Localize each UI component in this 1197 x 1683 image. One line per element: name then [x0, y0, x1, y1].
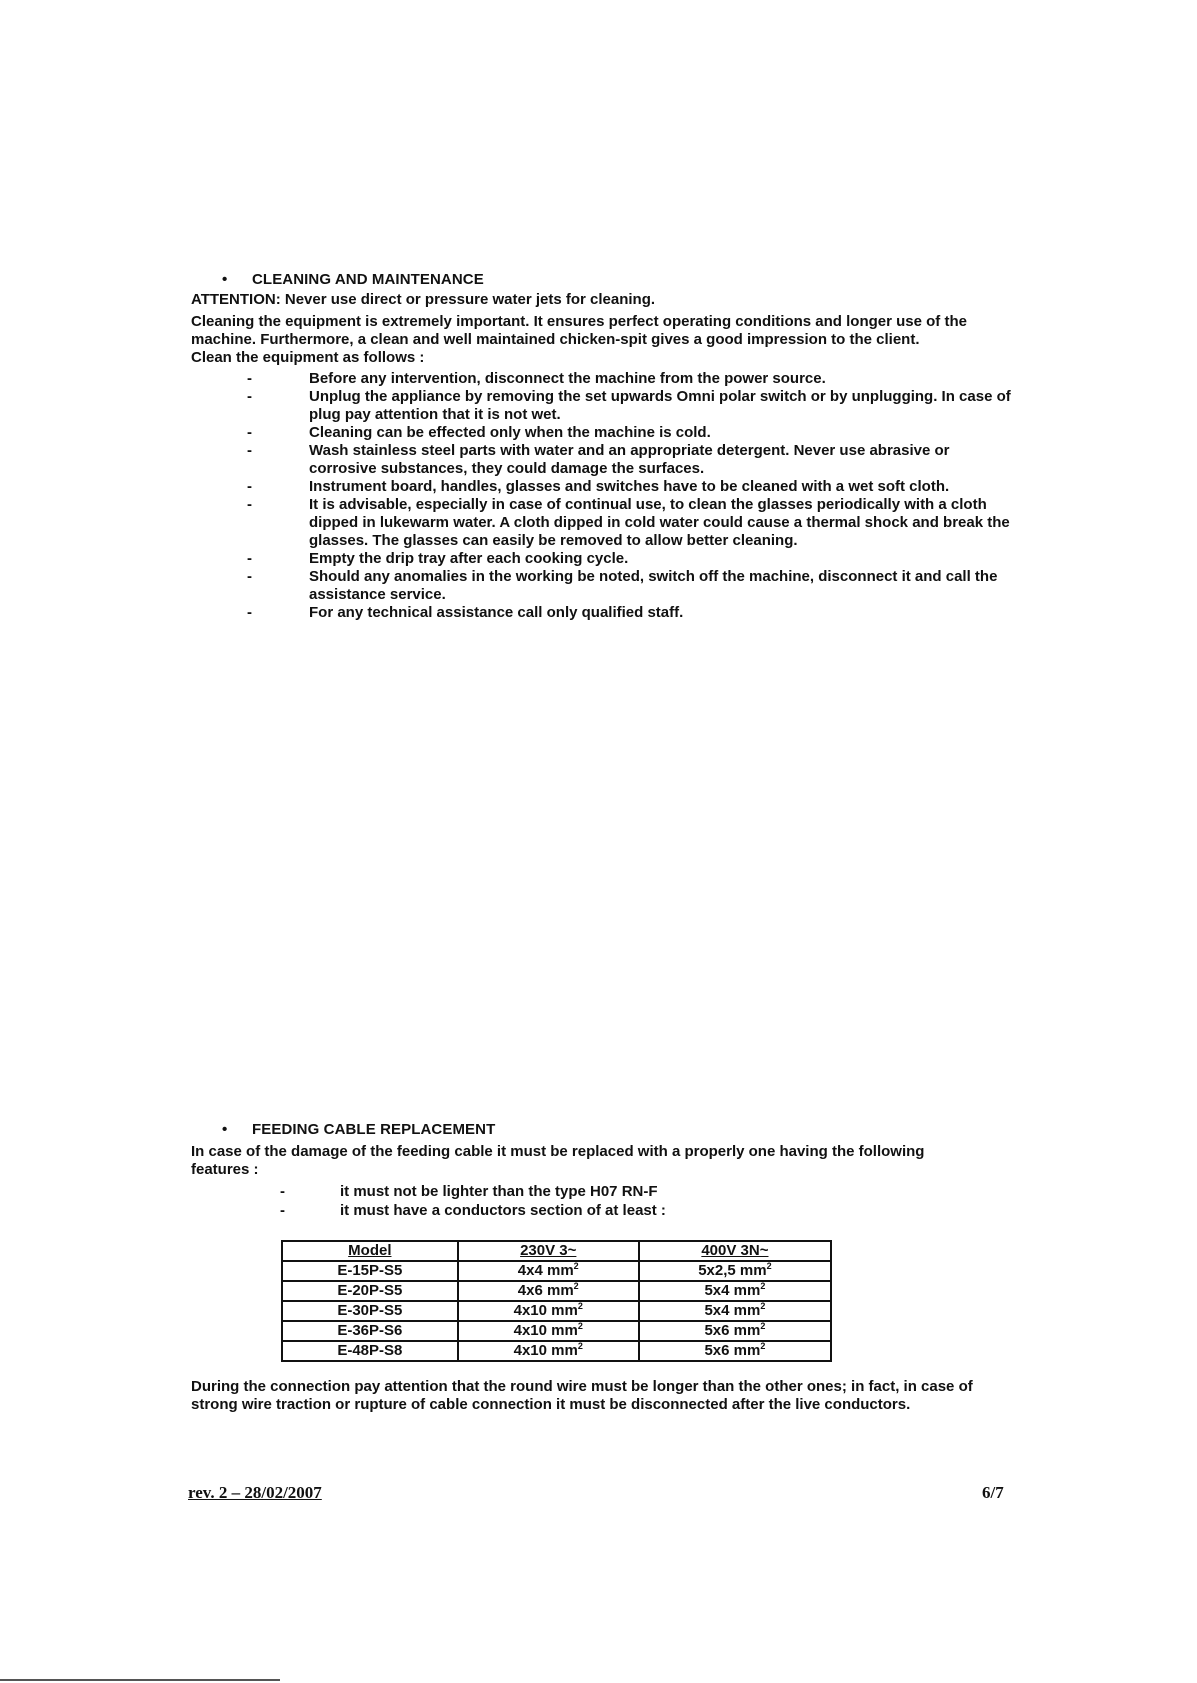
table-cell [282, 1341, 458, 1361]
table-header-cell: Model [282, 1241, 458, 1261]
cleaning-lead: Clean the equipment as follows : [191, 349, 425, 366]
cleaning-title-text: CLEANING AND MAINTENANCE [252, 271, 484, 288]
cell-text: 5x2,5 mm [698, 1262, 767, 1279]
list-item-text: It is advisable, especially in case of continual use, to clean the glasses periodically with a cloth dipped in lukewarm water. A cloth dipped in cold water could cause a thermal shock and break the glasses. The glasses can easily be removed to allow better cleaning. [309, 496, 1010, 549]
connection-note: During the connection pay attention that the round wire must be longer than the other ones; in fact, in case of strong wire traction or rupture of cable connection it must be disconnected after the live conductors. [191, 1378, 973, 1413]
cable-title-text: FEEDING CABLE REPLACEMENT [252, 1121, 496, 1138]
cell-text: E-15P-S5 [337, 1262, 403, 1279]
table-cell [282, 1321, 458, 1341]
unit-superscript: 2 [577, 1321, 583, 1331]
cable-intro: In case of the damage of the feeding cable it must be replaced with a properly one having the following features : [191, 1143, 925, 1178]
unit-superscript: 2 [577, 1301, 583, 1311]
attention-warning: ATTENTION: Never use direct or pressure water jets for cleaning. [191, 291, 656, 308]
list-item [247, 442, 1017, 478]
list-item-text: Before any intervention, disconnect the machine from the power source. [309, 370, 826, 387]
unit-superscript: 2 [573, 1281, 579, 1291]
dash-bullet-icon: - [247, 388, 252, 405]
table-cell [639, 1281, 831, 1301]
cleaning-intro: Cleaning the equipment is extremely important. It ensures perfect operating conditions and longer use of the machine. Furthermore, a clean and well maintained chicken-spit gives a good impression to the client. [191, 313, 967, 348]
cell-text: 4x4 mm [517, 1262, 574, 1279]
list-item [247, 496, 1017, 550]
table-cell [458, 1301, 639, 1321]
table-cell [282, 1261, 458, 1281]
page-number: 6/7 [982, 1483, 1004, 1502]
dash-bullet-icon: - [247, 568, 252, 585]
list-item [247, 424, 1017, 442]
scan-edge-line [0, 1679, 280, 1681]
list-item-text: Cleaning can be effected only when the machine is cold. [309, 424, 711, 441]
revision-date: rev. 2 – 28/02/2007 [188, 1483, 322, 1502]
bullet-icon: • [222, 271, 228, 288]
cell-text: 4x10 mm [513, 1302, 578, 1319]
table-cell [458, 1261, 639, 1281]
list-item-text: Empty the drip tray after each cooking cycle. [309, 550, 629, 567]
table-header-cell: 400V 3N~ [639, 1241, 831, 1261]
table-header-row [282, 1241, 831, 1261]
table-body [282, 1261, 831, 1361]
dash-bullet-icon: - [247, 478, 252, 495]
table-row [282, 1341, 831, 1361]
bullet-icon: • [222, 1121, 228, 1138]
table-row [282, 1301, 831, 1321]
dash-bullet-icon: - [280, 1202, 285, 1219]
cable-section-title [222, 1121, 495, 1138]
table-cell [282, 1281, 458, 1301]
cell-text: 5x4 mm [704, 1282, 761, 1299]
list-item [247, 568, 1017, 604]
cell-text: 4x6 mm [517, 1282, 574, 1299]
cell-text: E-20P-S5 [337, 1282, 403, 1299]
list-item [247, 370, 1017, 388]
table-header-cell: 230V 3~ [458, 1241, 639, 1261]
table-row [282, 1261, 831, 1281]
cell-text: E-30P-S5 [337, 1302, 403, 1319]
list-item-text: Should any anomalies in the working be noted, switch off the machine, disconnect it and call the assistance service. [309, 568, 998, 603]
dash-bullet-icon: - [247, 496, 252, 513]
dash-bullet-icon: - [247, 604, 252, 621]
list-item [247, 550, 1017, 568]
table-row [282, 1321, 831, 1341]
list-item [247, 478, 1017, 496]
unit-superscript: 2 [577, 1341, 583, 1351]
cell-text: E-48P-S8 [337, 1342, 403, 1359]
unit-superscript: 2 [760, 1321, 766, 1331]
cleaning-steps-list [247, 370, 1017, 622]
list-item-text: it must have a conductors section of at least : [340, 1202, 666, 1219]
list-item-text: For any technical assistance call only qualified staff. [309, 604, 684, 621]
dash-bullet-icon: - [247, 370, 252, 387]
list-item-text: Instrument board, handles, glasses and switches have to be cleaned with a wet soft cloth. [309, 478, 950, 495]
unit-superscript: 2 [766, 1261, 772, 1271]
table-cell [639, 1301, 831, 1321]
unit-superscript: 2 [760, 1341, 766, 1351]
list-item [247, 604, 1017, 622]
list-item [247, 388, 1017, 424]
dash-bullet-icon: - [247, 550, 252, 567]
dash-bullet-icon: - [247, 442, 252, 459]
table-cell [458, 1321, 639, 1341]
list-item-text: Wash stainless steel parts with water and an appropriate detergent. Never use abrasive or corrosive substances, they could damage the surfaces. [309, 442, 950, 477]
list-item [280, 1182, 880, 1201]
list-item [280, 1201, 880, 1220]
table-row [282, 1281, 831, 1301]
table-cell [639, 1261, 831, 1281]
table-cell [458, 1341, 639, 1361]
cable-requirements-list [280, 1182, 880, 1220]
cleaning-section-title [222, 271, 484, 288]
unit-superscript: 2 [760, 1301, 766, 1311]
conductor-section-table [281, 1240, 832, 1362]
table-cell [639, 1341, 831, 1361]
cell-text: E-36P-S6 [337, 1322, 403, 1339]
dash-bullet-icon: - [280, 1183, 285, 1200]
table-cell [639, 1321, 831, 1341]
unit-superscript: 2 [573, 1261, 579, 1271]
dash-bullet-icon: - [247, 424, 252, 441]
cell-text: 4x10 mm [513, 1322, 578, 1339]
table-cell [458, 1281, 639, 1301]
unit-superscript: 2 [760, 1281, 766, 1291]
cell-text: 5x4 mm [704, 1302, 761, 1319]
table-cell [282, 1301, 458, 1321]
list-item-text: it must not be lighter than the type H07 RN-F [340, 1183, 658, 1200]
cell-text: 4x10 mm [513, 1342, 578, 1359]
cell-text: 5x6 mm [704, 1342, 761, 1359]
cell-text: 5x6 mm [704, 1322, 761, 1339]
list-item-text: Unplug the appliance by removing the set upwards Omni polar switch or by unplugging. In case of plug pay attention that it is not wet. [309, 388, 1011, 423]
